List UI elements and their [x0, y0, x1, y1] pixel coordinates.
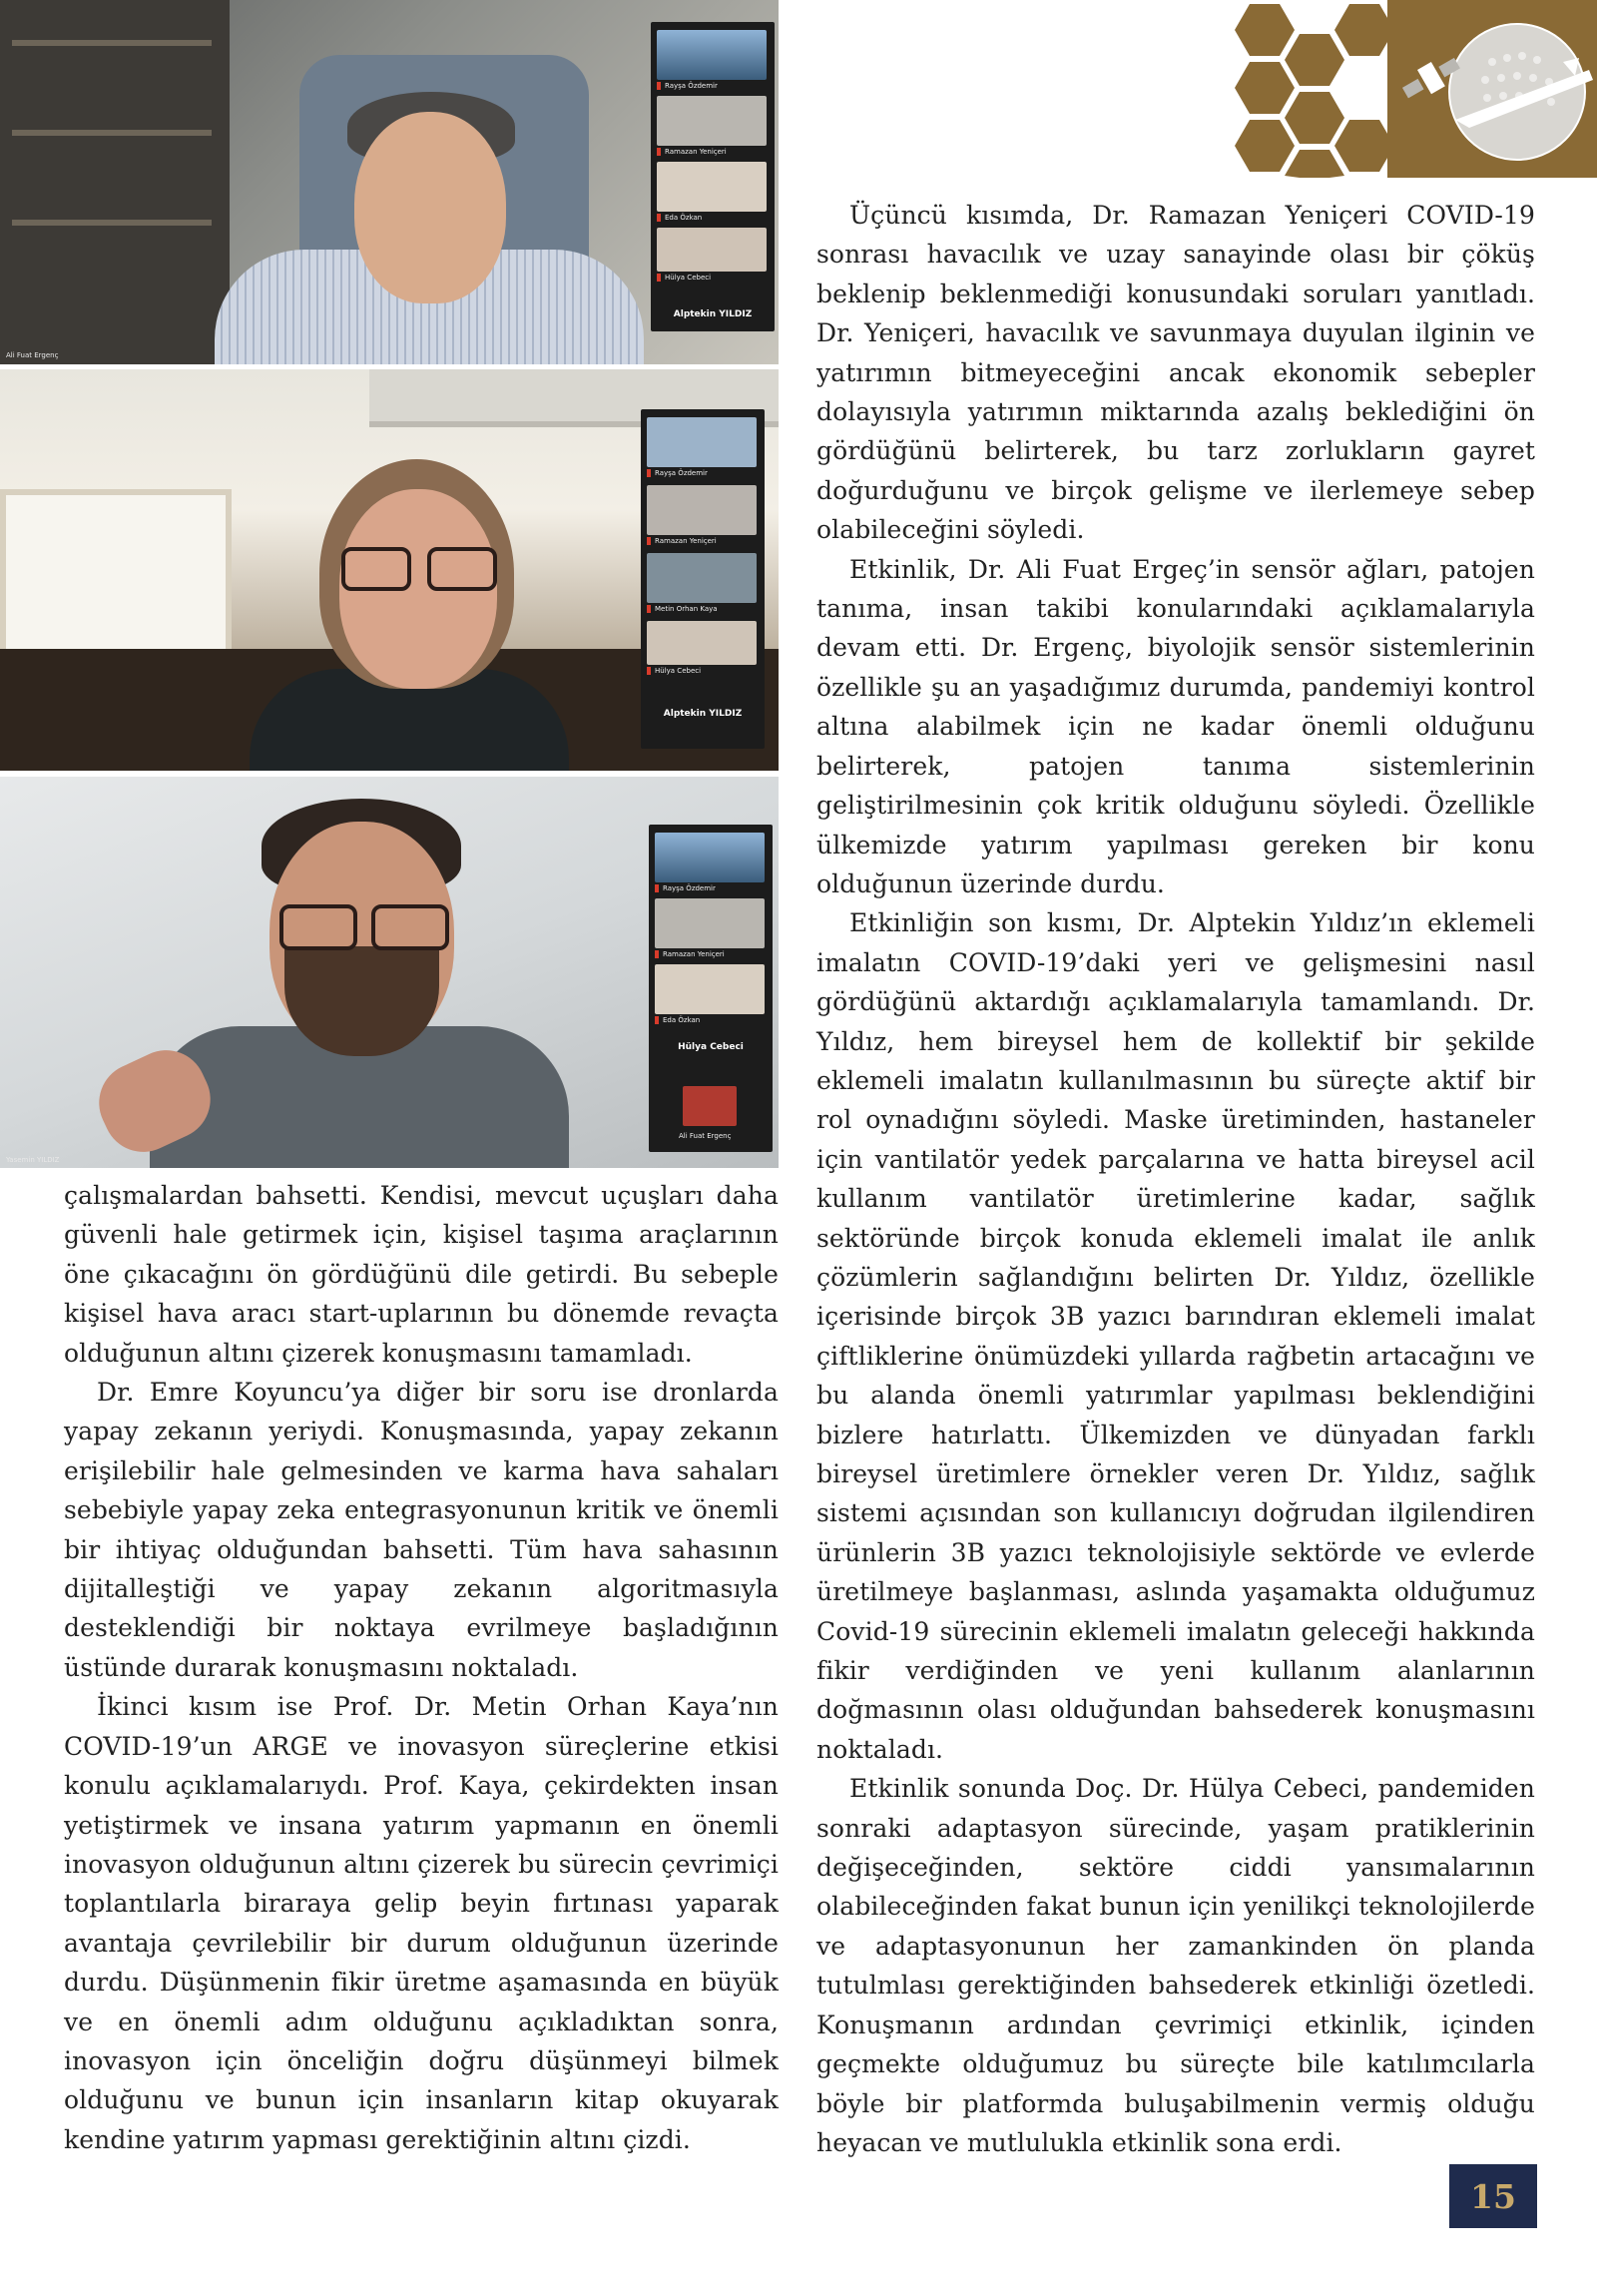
honeycomb-satellite-logo	[1218, 0, 1597, 178]
participant-name: Eda Özkan	[665, 214, 703, 222]
paragraph: Dr. Emre Koyuncu’ya diğer bir soru ise dronlarda yapay zekanın yeriydi. Konuşmasında, yapay zekanın erişilebilir hale gelmesinden ve karma hava sahaları sebebiyle yapay zeka entegrasyonunun kritik ve önemli bir ihtiyaç olduğundan bahsetti. Tüm hava sahasının dijitalleştiği ve yapay zekanın algoritmasıyla desteklendiği bir noktaya evrilmeye başladığının üstünde durarak konuşmasını noktaladı.	[64, 1378, 779, 1682]
video-call-photo-middle	[0, 369, 779, 771]
participant-name: Rayşa Özdemir	[655, 469, 708, 477]
participant-name: Ramazan Yeniçeri	[663, 950, 725, 958]
paragraph: Etkinliğin son kısmı, Dr. Alptekin Yıldız’ın eklemeli imalatın COVID-19’daki yeri ve gelişmesini nasıl gördüğünü aktardığı açıklamalarıyla tamamlandı. Dr. Yıldız, hem bireysel hem de kollektif bir şekilde eklemeli imalatın kullanılmasının bu süreçte aktif bir rol oynadığını söyledi. Maske üretiminden, hastaneler için vantilatör yedek parçalarına ve hatta bireysel acil kullanım vantilatör üretimlerine kadar, sağlık sektöründe birçok konuda eklemeli imalat ile anlık çözümlerin sağlandığını belirten Dr. Yıldız, özellikle içerisinde birçok 3B yazıcı barındıran eklemeli imalat çiftliklerine önümüzdeki yıllarda rağbetin artacağını ve bu alanda önemli yatırımlar yapılması beklendiğini bizlere hatırlattı. Ülkemizden ve dünyadan farklı bireysel üretimlere örnekler veren Dr. Yıldız, sağlık sistemi açısından son kullanıcıyı doğrudan ilgilendiren ürünlerin 3B yazıcı teknolojisiyle sektörde ve evlerde üretilmeye başlanması, aslında yaşamakta olduğumuz Covid-19 sürecinin eklemeli imalatın geleceği hakkında fikir verdiğinden ve yeni kullanım alanlarının doğmasının olası olduğundan bahsederek konuşmasını noktaladı.	[816, 908, 1535, 1764]
paragraph: İkinci kısım ise Prof. Dr. Metin Orhan Kaya’nın COVID-19’un ARGE ve inovasyon süreçlerine etkisi konulu açıklamalarıydı. Prof. Kaya, çekirdekten insan yetiştirmek ve insana yatırım yapmanın en önemli inovasyon olduğunun altını çizerek bu sürecin çevrimiçi toplantılarla biraraya gelip beyin fırtınası yaparak avantaja çevrilebilir bir durum olduğunun üzerinde durdu. Düşünmenin fikir üretme aşamasında en büyük ve en önemli adım olduğunu açıkladıktan sonra, inovasyon için önceliğin doğru düşünmeyi bilmek olduğunu ve bunun için insanların kitap okuyarak kendine yatırım yapması gerektiğinin altını çizdi.	[64, 1692, 779, 2154]
paragraph: Etkinlik sonunda Doç. Dr. Hülya Cebeci, pandemiden sonraki adaptasyon sürecinde, yaşam pratiklerinin değişeceğinden, sektöre ciddi yansımalarının olabileceğinden fakat bunun için yenilikçi teknolojilerde ve adaptasyonunun her zamankinden ön planda tutulmlası gerektiğinden bahsederek etkinliği özetledi. Konuşmanın ardından çevrimiçi etkinlik, içinden geçmekte olduğumuz bu süreçte bile katılımcılarla böyle bir platformda buluşabilmenin vermiş olduğu heyacan ve mutlulukla etkinlik sona erdi.	[816, 1774, 1535, 2157]
participant-name: Ramazan Yeniçeri	[665, 148, 727, 156]
participant-name: Eda Özkan	[663, 1016, 701, 1024]
active-speaker-name: Alptekin YILDIZ	[673, 309, 753, 319]
participant-name: Ramazan Yeniçeri	[655, 537, 717, 545]
active-speaker-name: Alptekin YILDIZ	[663, 709, 743, 719]
participant-panel	[649, 825, 773, 1152]
article-column-right	[816, 196, 1535, 2162]
participant-name: Rayşa Özdemir	[665, 82, 718, 90]
video-call-photo-bottom	[0, 777, 779, 1168]
participant-name: Hülya Cebeci	[655, 667, 702, 675]
participant-name: Rayşa Özdemir	[663, 884, 716, 892]
video-caption: Ali Fuat Ergenç	[6, 351, 59, 359]
article-column-left	[64, 1176, 779, 2159]
active-speaker-name: Hülya Cebeci	[678, 1042, 744, 1052]
video-call-photo-top	[0, 0, 779, 364]
paragraph: Üçüncü kısımda, Dr. Ramazan Yeniçeri COVID-19 sonrası havacılık ve uzay sanayinde olası bir çöküş beklenip beklenmediği konusundaki soruları yanıtladı. Dr. Yeniçeri, havacılık ve savunmaya duyulan ilginin ve yatırımın bitmeyeceğini ancak ekonomik sebepler dolayısıyla yatırımın miktarında azalış beklediğini ön gördüğünü belirterek, bu tarz zorlukların gayret doğurduğunu ve birçok gelişme ve ilerlemeye sebep olabileceğini söyledi.	[816, 201, 1535, 545]
paragraph: çalışmalardan bahsetti. Kendisi, mevcut uçuşları daha güvenli hale getirmek için, kişisel taşıma araçlarının öne çıkacağını ön gördüğünü dile getirdi. Bu sebeple kişisel hava aracı start-uplarının bu dönemde revaçta olduğunun altını çizerek konuşmasını tamamladı.	[64, 1181, 779, 1368]
participant-name: Hülya Cebeci	[665, 274, 712, 282]
participant-panel	[641, 409, 765, 749]
paragraph: Etkinlik, Dr. Ali Fuat Ergeç’in sensör ağları, patojen tanıma, insan takibi konularındaki açıklamalarıyla devam etti. Dr. Ergenç, biyolojik sensör sistemlerinin özellikle şu an yaşadığımız durumda, pandemiyi kontrol altına alabilmek için ne kadar önemli olduğunu belirterek, patojen tanıma sistemlerinin geliştirilmesinin çok kritik olduğunu söyledi. Özellikle ülkemizde yatırım yapılması gereken bir konu olduğunun üzerinde durdu.	[816, 554, 1535, 898]
video-caption: Yasemin YILDIZ	[6, 1156, 60, 1164]
participant-name: Ali Fuat Ergenç	[679, 1132, 732, 1140]
participant-panel	[651, 22, 775, 331]
participant-name: Metin Orhan Kaya	[655, 605, 718, 613]
window	[0, 489, 232, 671]
page-number: 15	[1449, 2164, 1537, 2228]
bookshelf	[0, 0, 230, 364]
